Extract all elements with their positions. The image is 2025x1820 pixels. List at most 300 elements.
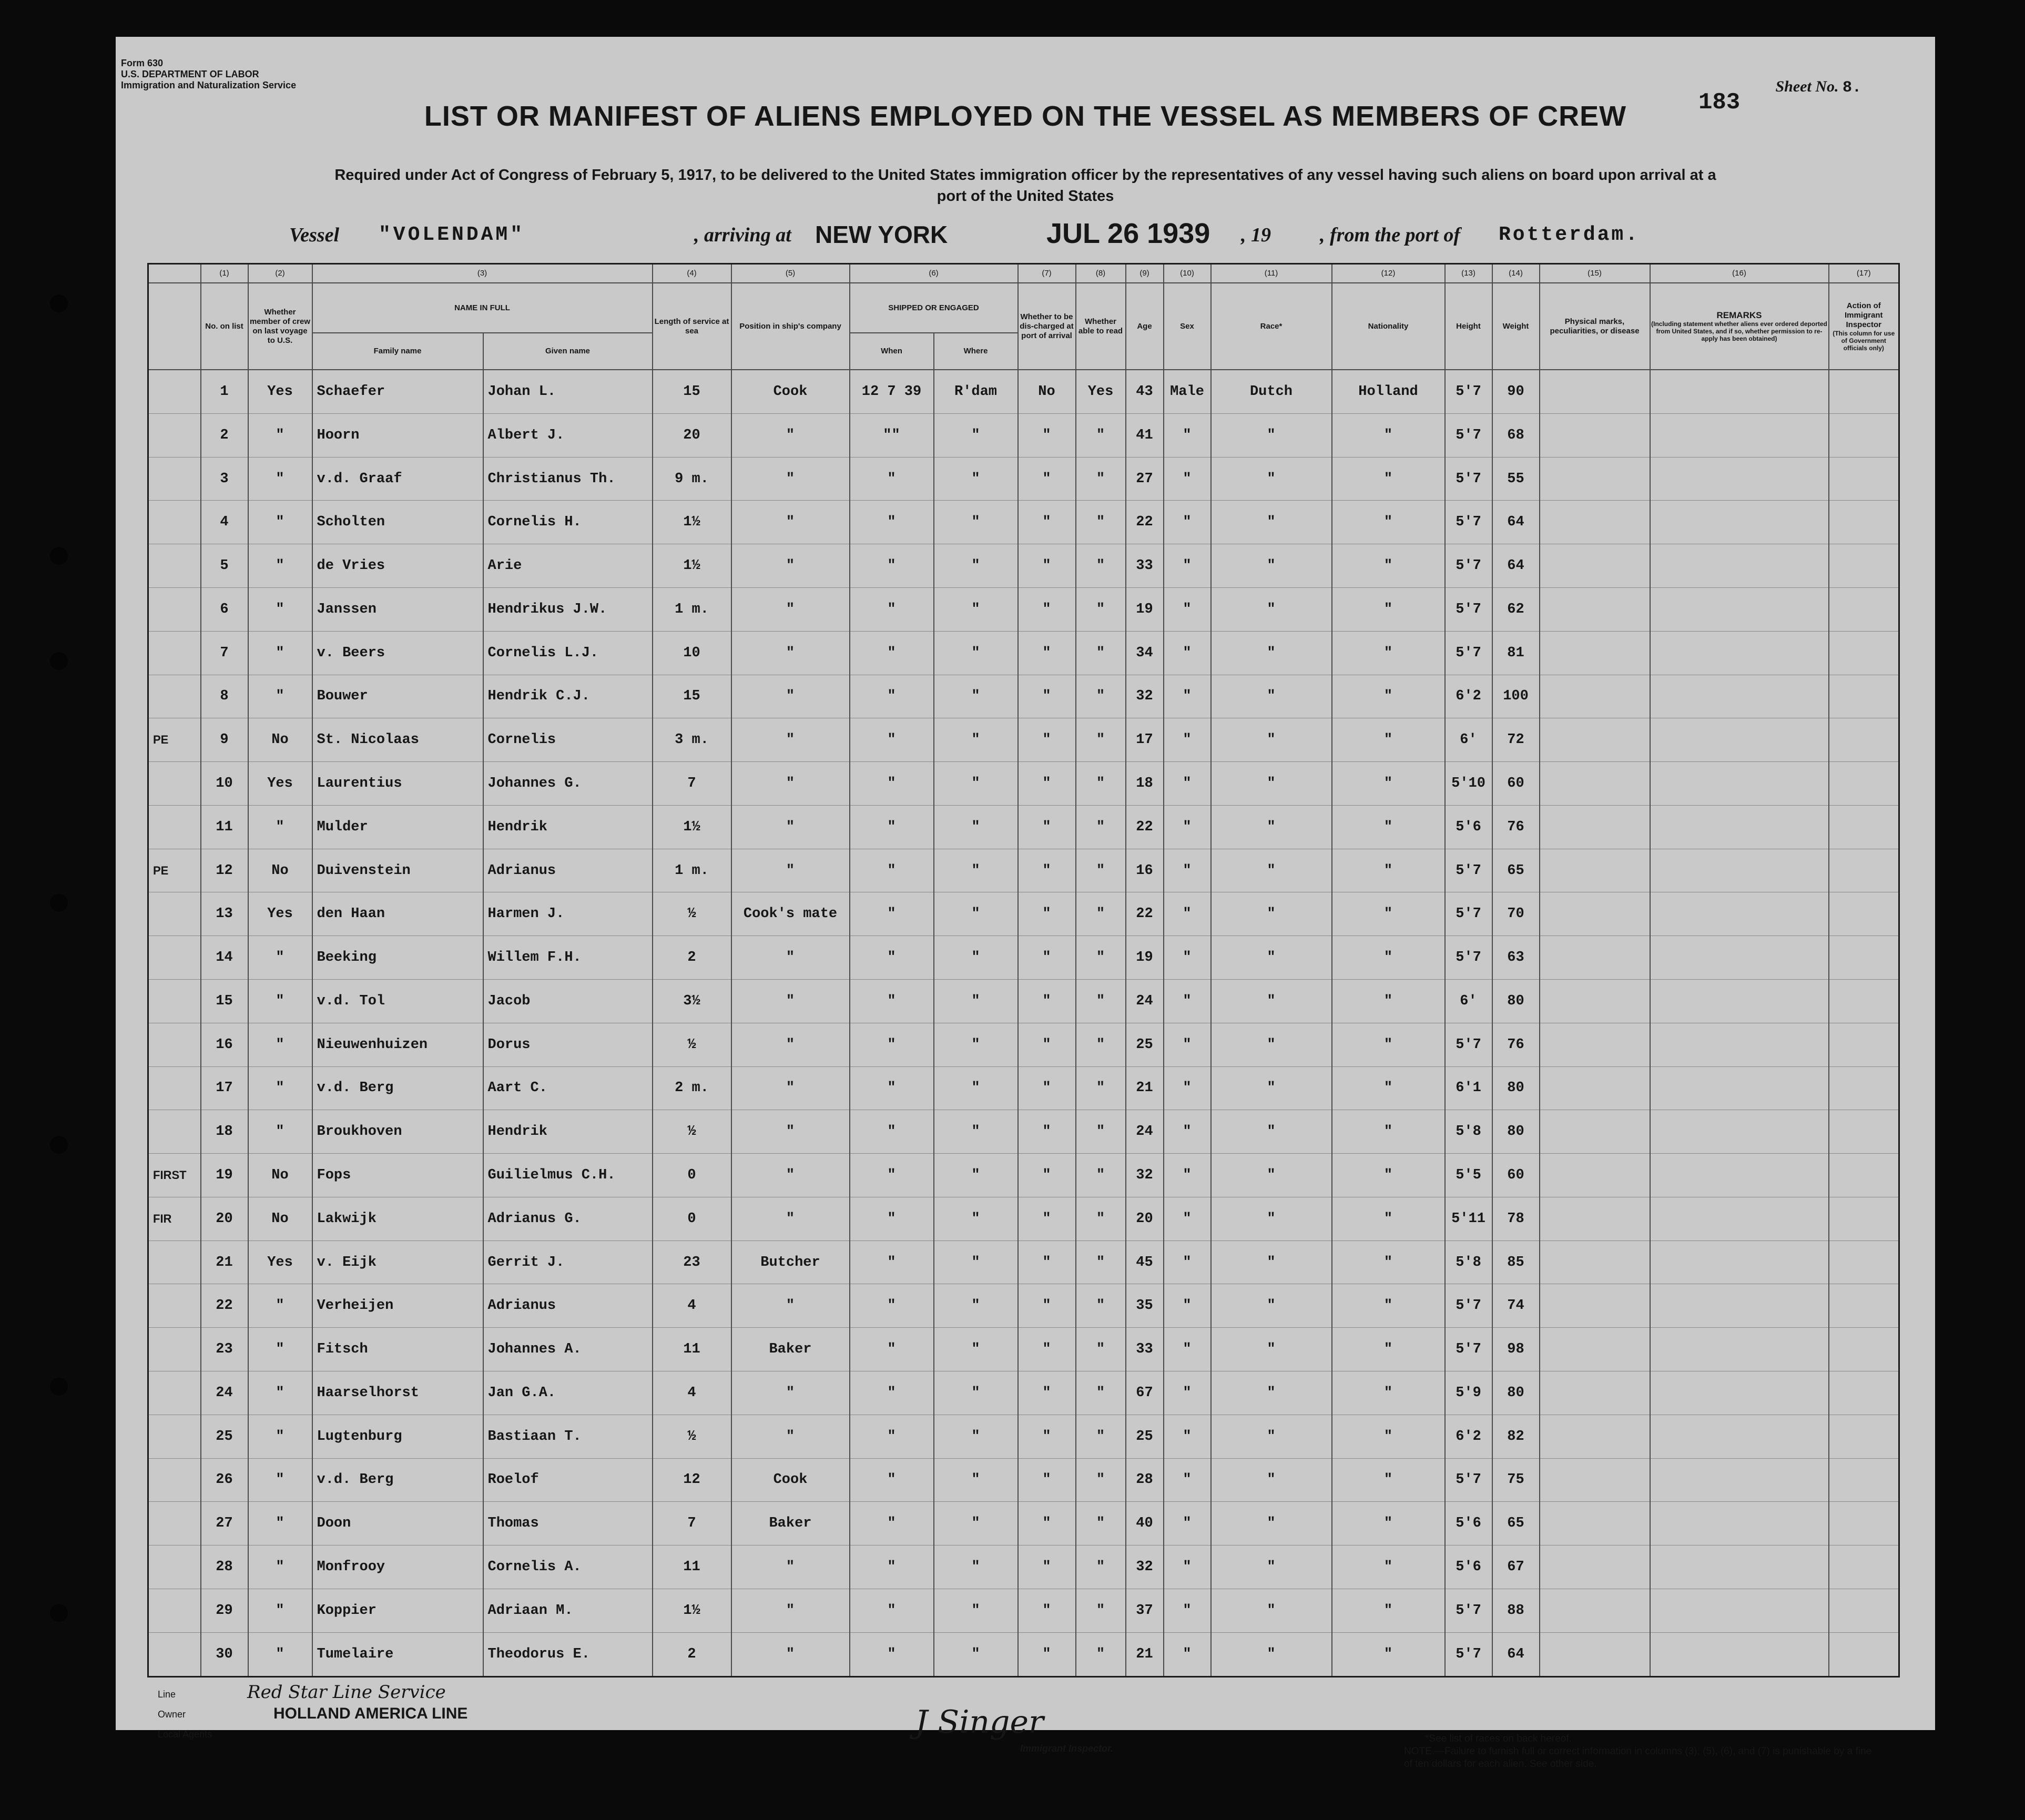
- row-age: 25: [1126, 1415, 1164, 1458]
- row-discharged: ": [1018, 1066, 1076, 1110]
- row-race: ": [1211, 631, 1332, 675]
- row-height: 5'7: [1445, 501, 1492, 544]
- row-number: 7: [201, 631, 248, 675]
- row-discharged: ": [1018, 1502, 1076, 1546]
- row-race: ": [1211, 1502, 1332, 1546]
- row-number: 9: [201, 718, 248, 762]
- from-port: Rotterdam.: [1499, 223, 1640, 246]
- requirement-statement: [237, 165, 1814, 207]
- header-member-last-voyage: Whether member of crew on last voyage to U.S.: [248, 283, 312, 370]
- row-age: 22: [1126, 501, 1164, 544]
- table-row: [148, 1502, 1899, 1546]
- row-discharged: ": [1018, 936, 1076, 980]
- row-action: [1829, 849, 1899, 892]
- colnum: (13): [1445, 264, 1492, 283]
- row-where: ": [934, 1415, 1018, 1458]
- row-physical-marks: [1540, 1458, 1650, 1502]
- row-remarks: [1650, 501, 1829, 544]
- row-last-voyage: ": [248, 587, 312, 631]
- row-length-service: 1½: [653, 544, 731, 588]
- punch-hole: [50, 1136, 68, 1154]
- row-weight: 80: [1492, 1066, 1540, 1110]
- row-race: ": [1211, 675, 1332, 718]
- row-where: ": [934, 1371, 1018, 1415]
- table-row: [148, 1546, 1899, 1589]
- row-sex: ": [1164, 718, 1211, 762]
- row-able-to-read: ": [1076, 457, 1126, 501]
- table-row: [148, 1110, 1899, 1154]
- owner-value: HOLLAND AMERICA LINE: [273, 1705, 468, 1722]
- row-physical-marks: [1540, 501, 1650, 544]
- row-age: 35: [1126, 1284, 1164, 1328]
- row-height: 5'9: [1445, 1371, 1492, 1415]
- row-where: ": [934, 1502, 1018, 1546]
- row-when: ": [850, 1415, 934, 1458]
- row-sex: ": [1164, 1023, 1211, 1066]
- row-last-voyage: ": [248, 501, 312, 544]
- row-family-name: Duivenstein: [312, 849, 483, 892]
- row-mark: [148, 675, 201, 718]
- row-age: 25: [1126, 1023, 1164, 1066]
- row-age: 28: [1126, 1458, 1164, 1502]
- table-row: [148, 1632, 1899, 1676]
- row-mark: [148, 1632, 201, 1676]
- row-action: [1829, 457, 1899, 501]
- header-where: Where: [934, 333, 1018, 370]
- row-mark: [148, 631, 201, 675]
- row-given-name: Bastiaan T.: [483, 1415, 653, 1458]
- row-remarks: [1650, 979, 1829, 1023]
- row-discharged: No: [1018, 370, 1076, 413]
- table-row: [148, 1023, 1899, 1066]
- row-action: [1829, 1371, 1899, 1415]
- row-given-name: Willem F.H.: [483, 936, 653, 980]
- row-family-name: Lugtenburg: [312, 1415, 483, 1458]
- row-able-to-read: ": [1076, 762, 1126, 806]
- row-discharged: ": [1018, 1371, 1076, 1415]
- row-nationality: ": [1332, 718, 1445, 762]
- row-able-to-read: ": [1076, 1154, 1126, 1197]
- row-length-service: 11: [653, 1328, 731, 1371]
- row-position: ": [731, 544, 850, 588]
- row-where: ": [934, 1589, 1018, 1632]
- row-able-to-read: ": [1076, 892, 1126, 936]
- row-sex: ": [1164, 1371, 1211, 1415]
- row-race: ": [1211, 979, 1332, 1023]
- row-action: [1829, 1197, 1899, 1241]
- row-nationality: ": [1332, 1415, 1445, 1458]
- row-sex: ": [1164, 805, 1211, 849]
- local-agents-label: Local Agents: [158, 1729, 212, 1740]
- row-family-name: Lakwijk: [312, 1197, 483, 1241]
- row-mark: [148, 1284, 201, 1328]
- stamp-number: 183: [1698, 89, 1741, 116]
- row-given-name: Albert J.: [483, 413, 653, 457]
- header-height: Height: [1445, 283, 1492, 370]
- table-row: [148, 718, 1899, 762]
- row-number: 10: [201, 762, 248, 806]
- row-number: 26: [201, 1458, 248, 1502]
- table-row: [148, 1197, 1899, 1241]
- table-row: [148, 587, 1899, 631]
- row-action: [1829, 1241, 1899, 1284]
- row-discharged: ": [1018, 805, 1076, 849]
- row-weight: 68: [1492, 413, 1540, 457]
- row-where: ": [934, 1328, 1018, 1371]
- row-last-voyage: ": [248, 1110, 312, 1154]
- service-name: Immigration and Naturalization Service: [121, 80, 297, 90]
- row-nationality: ": [1332, 1546, 1445, 1589]
- table-row: [148, 1415, 1899, 1458]
- punch-hole: [50, 894, 68, 912]
- row-physical-marks: [1540, 1632, 1650, 1676]
- row-weight: 64: [1492, 1632, 1540, 1676]
- row-able-to-read: ": [1076, 544, 1126, 588]
- colnum: (14): [1492, 264, 1540, 283]
- row-physical-marks: [1540, 457, 1650, 501]
- row-age: 24: [1126, 1110, 1164, 1154]
- row-length-service: 2 m.: [653, 1066, 731, 1110]
- row-length-service: 0: [653, 1154, 731, 1197]
- row-where: ": [934, 587, 1018, 631]
- table-row: [148, 1154, 1899, 1197]
- row-given-name: Adrianus: [483, 1284, 653, 1328]
- row-nationality: ": [1332, 1110, 1445, 1154]
- row-height: 5'8: [1445, 1110, 1492, 1154]
- row-when: ": [850, 892, 934, 936]
- row-nationality: Holland: [1332, 370, 1445, 413]
- row-remarks: [1650, 936, 1829, 980]
- row-physical-marks: [1540, 1197, 1650, 1241]
- row-given-name: Cornelis L.J.: [483, 631, 653, 675]
- row-sex: ": [1164, 631, 1211, 675]
- row-last-voyage: ": [248, 457, 312, 501]
- row-nationality: ": [1332, 1371, 1445, 1415]
- punch-hole: [50, 547, 68, 565]
- row-when: ": [850, 1502, 934, 1546]
- row-age: 17: [1126, 718, 1164, 762]
- row-sex: ": [1164, 1589, 1211, 1632]
- row-race: ": [1211, 1023, 1332, 1066]
- header-physical-marks: Physical marks, peculiarities, or disease: [1540, 283, 1650, 370]
- row-physical-marks: [1540, 675, 1650, 718]
- row-number: 20: [201, 1197, 248, 1241]
- header-discharged: Whether to be dis-charged at port of arrival: [1018, 283, 1076, 370]
- row-last-voyage: ": [248, 1458, 312, 1502]
- row-height: 5'7: [1445, 544, 1492, 588]
- row-height: 6': [1445, 718, 1492, 762]
- row-remarks: [1650, 457, 1829, 501]
- row-able-to-read: ": [1076, 849, 1126, 892]
- row-weight: 62: [1492, 587, 1540, 631]
- row-height: 5'7: [1445, 892, 1492, 936]
- row-remarks: [1650, 849, 1829, 892]
- row-family-name: Monfrooy: [312, 1546, 483, 1589]
- row-position: ": [731, 413, 850, 457]
- row-sex: ": [1164, 1415, 1211, 1458]
- row-age: 27: [1126, 457, 1164, 501]
- row-remarks: [1650, 1415, 1829, 1458]
- row-when: ": [850, 544, 934, 588]
- row-number: 4: [201, 501, 248, 544]
- row-length-service: 3½: [653, 979, 731, 1023]
- row-length-service: 1 m.: [653, 587, 731, 631]
- row-mark: [148, 1546, 201, 1589]
- row-sex: ": [1164, 544, 1211, 588]
- row-weight: 60: [1492, 762, 1540, 806]
- year-suffix: , 19: [1241, 224, 1271, 246]
- row-last-voyage: ": [248, 1371, 312, 1415]
- row-last-voyage: ": [248, 1023, 312, 1066]
- row-mark: [148, 501, 201, 544]
- row-number: 1: [201, 370, 248, 413]
- row-when: ": [850, 1197, 934, 1241]
- row-height: 5'7: [1445, 1328, 1492, 1371]
- row-physical-marks: [1540, 1110, 1650, 1154]
- row-family-name: Bouwer: [312, 675, 483, 718]
- row-discharged: ": [1018, 544, 1076, 588]
- row-weight: 88: [1492, 1589, 1540, 1632]
- row-position: Cook: [731, 1458, 850, 1502]
- row-mark: FIRST: [148, 1154, 201, 1197]
- row-physical-marks: [1540, 1241, 1650, 1284]
- row-race: ": [1211, 1546, 1332, 1589]
- row-height: 5'7: [1445, 1632, 1492, 1676]
- row-age: 22: [1126, 805, 1164, 849]
- row-race: ": [1211, 587, 1332, 631]
- row-sex: ": [1164, 1546, 1211, 1589]
- colnum: (9): [1126, 264, 1164, 283]
- row-where: ": [934, 1023, 1018, 1066]
- row-mark: [148, 544, 201, 588]
- row-when: ": [850, 718, 934, 762]
- row-remarks: [1650, 1066, 1829, 1110]
- row-last-voyage: Yes: [248, 892, 312, 936]
- row-given-name: Johan L.: [483, 370, 653, 413]
- row-age: 32: [1126, 675, 1164, 718]
- row-able-to-read: ": [1076, 675, 1126, 718]
- row-number: 29: [201, 1589, 248, 1632]
- header-when: When: [850, 333, 934, 370]
- row-number: 25: [201, 1415, 248, 1458]
- row-last-voyage: ": [248, 1066, 312, 1110]
- crew-rows: [148, 370, 1899, 1677]
- row-position: ": [731, 1110, 850, 1154]
- row-height: 5'7: [1445, 631, 1492, 675]
- row-when: ": [850, 1023, 934, 1066]
- row-sex: ": [1164, 1066, 1211, 1110]
- row-given-name: Hendrik C.J.: [483, 675, 653, 718]
- table-row: [148, 1371, 1899, 1415]
- arriving-port: NEW YORK: [815, 221, 948, 248]
- row-length-service: 3 m.: [653, 718, 731, 762]
- vessel-label: Vessel: [289, 224, 339, 246]
- row-nationality: ": [1332, 457, 1445, 501]
- row-position: ": [731, 675, 850, 718]
- row-family-name: v. Eijk: [312, 1241, 483, 1284]
- row-physical-marks: [1540, 544, 1650, 588]
- colnum: (7): [1018, 264, 1076, 283]
- row-when: ": [850, 1154, 934, 1197]
- row-given-name: Adriaan M.: [483, 1589, 653, 1632]
- row-where: ": [934, 501, 1018, 544]
- row-physical-marks: [1540, 1546, 1650, 1589]
- row-position: Cook: [731, 370, 850, 413]
- row-last-voyage: ": [248, 1502, 312, 1546]
- row-given-name: Gerrit J.: [483, 1241, 653, 1284]
- row-race: ": [1211, 718, 1332, 762]
- row-discharged: ": [1018, 849, 1076, 892]
- row-family-name: Fops: [312, 1154, 483, 1197]
- row-height: 5'11: [1445, 1197, 1492, 1241]
- row-weight: 67: [1492, 1546, 1540, 1589]
- row-remarks: [1650, 587, 1829, 631]
- row-weight: 82: [1492, 1415, 1540, 1458]
- row-remarks: [1650, 370, 1829, 413]
- row-mark: [148, 1502, 201, 1546]
- row-number: 17: [201, 1066, 248, 1110]
- row-height: 5'8: [1445, 1241, 1492, 1284]
- row-age: 45: [1126, 1241, 1164, 1284]
- row-action: [1829, 675, 1899, 718]
- row-number: 21: [201, 1241, 248, 1284]
- row-last-voyage: Yes: [248, 1241, 312, 1284]
- row-age: 24: [1126, 979, 1164, 1023]
- table-row: [148, 762, 1899, 806]
- row-position: ": [731, 1632, 850, 1676]
- row-weight: 65: [1492, 1502, 1540, 1546]
- row-able-to-read: ": [1076, 1415, 1126, 1458]
- row-able-to-read: ": [1076, 1110, 1126, 1154]
- row-weight: 80: [1492, 1371, 1540, 1415]
- row-age: 32: [1126, 1154, 1164, 1197]
- row-nationality: ": [1332, 805, 1445, 849]
- row-physical-marks: [1540, 1066, 1650, 1110]
- row-position: Baker: [731, 1328, 850, 1371]
- row-where: ": [934, 1110, 1018, 1154]
- row-nationality: ": [1332, 1589, 1445, 1632]
- row-where: ": [934, 805, 1018, 849]
- header-name-in-full: NAME IN FULL: [312, 283, 653, 333]
- row-given-name: Cornelis A.: [483, 1546, 653, 1589]
- row-able-to-read: ": [1076, 1328, 1126, 1371]
- row-nationality: ": [1332, 631, 1445, 675]
- row-nationality: ": [1332, 1154, 1445, 1197]
- footer-note: [1404, 1733, 1877, 1771]
- footer-left: [147, 1677, 936, 1740]
- row-number: 14: [201, 936, 248, 980]
- row-when: ": [850, 1110, 934, 1154]
- row-height: 5'7: [1445, 1589, 1492, 1632]
- row-weight: 74: [1492, 1284, 1540, 1328]
- row-sex: ": [1164, 587, 1211, 631]
- punch-hole: [50, 294, 68, 312]
- colnum: (2): [248, 264, 312, 283]
- row-age: 34: [1126, 631, 1164, 675]
- row-number: 8: [201, 675, 248, 718]
- row-last-voyage: ": [248, 544, 312, 588]
- row-position: ": [731, 762, 850, 806]
- row-number: 16: [201, 1023, 248, 1066]
- row-family-name: v.d. Berg: [312, 1066, 483, 1110]
- row-action: [1829, 1458, 1899, 1502]
- punch-hole: [50, 652, 68, 670]
- row-length-service: 10: [653, 631, 731, 675]
- row-weight: 80: [1492, 1110, 1540, 1154]
- row-nationality: ": [1332, 849, 1445, 892]
- row-race: ": [1211, 1371, 1332, 1415]
- row-age: 41: [1126, 413, 1164, 457]
- row-sex: ": [1164, 849, 1211, 892]
- row-last-voyage: ": [248, 1284, 312, 1328]
- table-row: [148, 979, 1899, 1023]
- row-number: 15: [201, 979, 248, 1023]
- row-physical-marks: [1540, 1589, 1650, 1632]
- row-sex: ": [1164, 457, 1211, 501]
- row-number: 27: [201, 1502, 248, 1546]
- row-mark: [148, 1241, 201, 1284]
- row-sex: ": [1164, 1197, 1211, 1241]
- row-race: ": [1211, 1328, 1332, 1371]
- row-physical-marks: [1540, 718, 1650, 762]
- row-position: ": [731, 1284, 850, 1328]
- row-last-voyage: No: [248, 718, 312, 762]
- colnum: (3): [312, 264, 653, 283]
- row-where: ": [934, 1546, 1018, 1589]
- row-able-to-read: ": [1076, 936, 1126, 980]
- row-mark: [148, 1328, 201, 1371]
- row-length-service: 2: [653, 936, 731, 980]
- row-last-voyage: No: [248, 849, 312, 892]
- table-row: [148, 1241, 1899, 1284]
- row-when: ": [850, 1284, 934, 1328]
- row-position: ": [731, 1371, 850, 1415]
- row-length-service: 11: [653, 1546, 731, 1589]
- row-nationality: ": [1332, 762, 1445, 806]
- row-mark: [148, 1415, 201, 1458]
- row-discharged: ": [1018, 1589, 1076, 1632]
- row-weight: 64: [1492, 544, 1540, 588]
- row-physical-marks: [1540, 936, 1650, 980]
- row-length-service: 1½: [653, 805, 731, 849]
- row-when: ": [850, 1458, 934, 1502]
- row-when: ": [850, 1241, 934, 1284]
- header-age: Age: [1126, 283, 1164, 370]
- header-position: Position in ship's company: [731, 283, 850, 370]
- row-remarks: [1650, 1241, 1829, 1284]
- table-row: [148, 544, 1899, 588]
- row-height: 5'5: [1445, 1154, 1492, 1197]
- row-discharged: ": [1018, 718, 1076, 762]
- row-height: 6'2: [1445, 675, 1492, 718]
- row-discharged: ": [1018, 587, 1076, 631]
- row-given-name: Johannes A.: [483, 1328, 653, 1371]
- department-name: U.S. DEPARTMENT OF LABOR: [121, 69, 259, 79]
- row-when: ": [850, 979, 934, 1023]
- remarks-note: (Including statement whether aliens ever ordered deported from United States, and if so, whether permission to re-apply has been obtained): [1651, 320, 1827, 342]
- row-where: ": [934, 1066, 1018, 1110]
- row-given-name: Roelof: [483, 1458, 653, 1502]
- row-remarks: [1650, 1284, 1829, 1328]
- colnum: (12): [1332, 264, 1445, 283]
- row-where: ": [934, 544, 1018, 588]
- row-remarks: [1650, 544, 1829, 588]
- row-number: 6: [201, 587, 248, 631]
- row-mark: [148, 587, 201, 631]
- table-row: [148, 1284, 1899, 1328]
- row-last-voyage: ": [248, 1589, 312, 1632]
- arrival-date-stamp: JUL 26 1939: [1046, 218, 1210, 249]
